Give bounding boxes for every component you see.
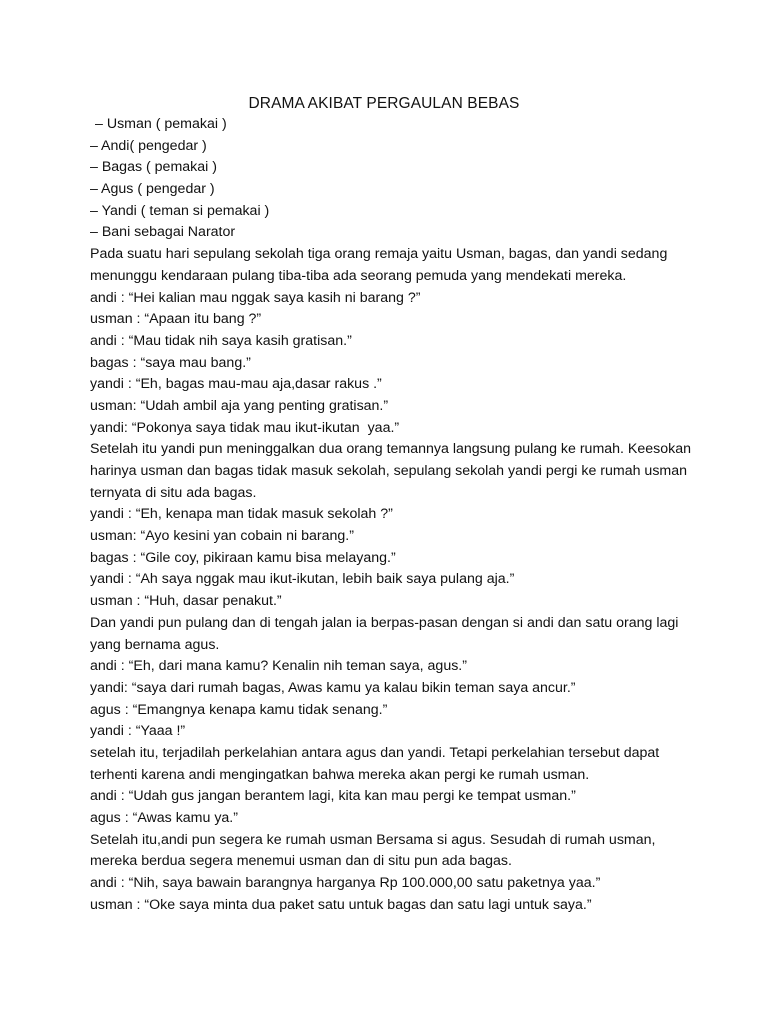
text-line: terhenti karena andi mengingatkan bahwa mereka akan pergi ke rumah usman. [90,766,590,783]
cast-list-item: – Andi( pengedar ) [90,137,207,154]
text-line: yang bernama agus. [90,636,220,653]
text-line: Setelah itu yandi pun meninggalkan dua orang temannya langsung pulang ke rumah. Keesokan [90,441,692,458]
dialogue-line: andi : “Eh, dari mana kamu? Kenalin nih teman saya, agus.” [90,658,467,675]
text-line: setelah itu, terjadilah perkelahian antara agus dan yandi. Tetapi perkelahian tersebut dapat [90,744,660,761]
text-line: harinya usman dan bagas tidak masuk sekolah, sepulang sekolah yandi pergi ke rumah usman [90,463,688,479]
document-title: DRAMA AKIBAT PERGAULAN BEBAS [248,95,520,112]
dialogue-line: bagas : “Gile coy, pikiraan kamu bisa melayang.” [90,549,396,566]
dialogue-line: usman: “Udah ambil aja yang penting gratisan.” [90,397,389,414]
dialogue-line: agus : “Awas kamu ya.” [90,810,238,826]
dialogue-line: andi : “Mau tidak nih saya kasih gratisan.” [90,332,352,349]
cast-list-item: – Agus ( pengedar ) [90,181,215,198]
dialogue-line: andi : “Udah gus jangan berantem lagi, kita kan mau pergi ke tempat usman.” [90,788,576,805]
text-line: ternyata di situ ada bagas. [90,484,257,501]
text-line: Dan yandi pun pulang dan di tengah jalan ia berpas-pasan dengan si andi dan satu orang lagi [90,614,679,631]
dialogue-line: usman : “Apaan itu bang ?” [90,311,262,328]
cast-list-item: – Bani sebagai Narator [90,224,236,241]
text-line: Pada suatu hari sepulang sekolah tiga orang remaja yaitu Usman, bagas, dan yandi sedang [90,246,668,263]
document-body [90,114,690,916]
dialogue-line: yandi : “Eh, bagas mau-mau aja,dasar rakus .” [90,376,382,393]
dialogue-line: usman : “Oke saya minta dua paket satu untuk bagas dan satu lagi untuk saya.” [90,896,592,913]
dialogue-line: yandi: “Pokonya saya tidak mau ikut-ikutan yaa.” [90,419,400,436]
dialogue-line: yandi: “saya dari rumah bagas, Awas kamu ya kalau bikin teman saya ancur.” [90,679,576,696]
dialogue-line: andi : “Nih, saya bawain barangnya harganya Rp 100.000,00 satu paketnya yaa.” [90,875,601,892]
dialogue-line: yandi : “Eh, kenapa man tidak masuk sekolah ?” [90,506,393,523]
cast-list-item: – Bagas ( pemakai ) [90,159,217,176]
text-line: Setelah itu,andi pun segera ke rumah usman Bersama si agus. Sesudah di rumah usman, [90,831,656,848]
cast-list-item: – Yandi ( teman si pemakai ) [90,202,270,219]
text-line: menunggu kendaraan pulang tiba-tiba ada seorang pemuda yang mendekati mereka. [90,267,627,284]
text-line: mereka berdua segera menemui usman dan di situ pun ada bagas. [90,853,512,870]
dialogue-line: usman : “Huh, dasar penakut.” [90,593,282,610]
dialogue-line: yandi : “Yaaa !” [90,723,186,740]
dialogue-line: bagas : “saya mau bang.” [90,354,251,371]
dialogue-line: yandi : “Ah saya nggak mau ikut-ikutan, lebih baik saya pulang aja.” [90,571,515,588]
cast-list-item: – Usman ( pemakai ) [95,116,227,132]
dialogue-line: usman: “Ayo kesini yan cobain ni barang.” [90,528,354,545]
dialogue-line: agus : “Emangnya kenapa kamu tidak senang.” [90,701,388,718]
dialogue-line: andi : “Hei kalian mau nggak saya kasih ni barang ?” [90,289,421,306]
